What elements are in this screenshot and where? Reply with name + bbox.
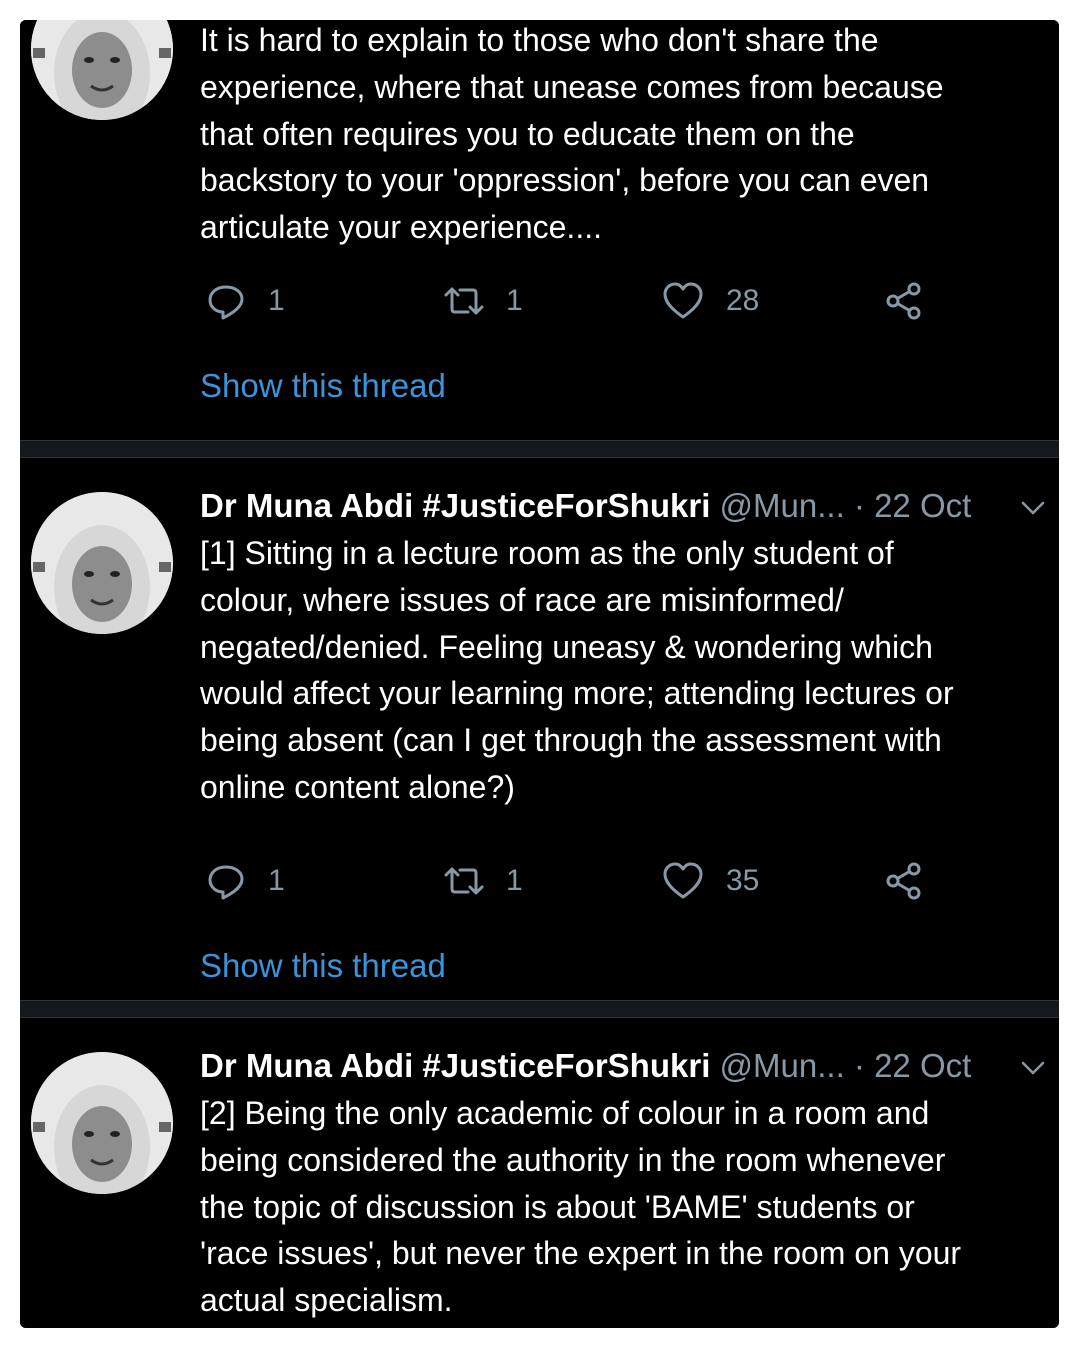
timeline xyxy=(20,20,1059,1328)
tweet-text: [1] Sitting in a lecture room as the only student of colour, where issues of race are misinformed/ negated/denied. Feeling uneasy & wondering which would affect your learning more; attending lectures or being absent (can I get through the assessment with online content alone?) xyxy=(200,535,954,805)
tweet-separator xyxy=(20,1000,1059,1018)
retweet-button[interactable] xyxy=(442,276,523,326)
tweet-2[interactable] xyxy=(20,1018,1059,1328)
tweet-text: [2] Being the only academic of colour in a room and being considered the authority in the room whenever the topic of discussion is about 'BAME' students or 'race issues', but never the expert in the room on your actual specialism. xyxy=(200,1095,962,1319)
avatar[interactable] xyxy=(31,1052,173,1194)
share-icon xyxy=(884,281,924,321)
avatar[interactable] xyxy=(31,20,173,120)
reply-count: 1 xyxy=(268,864,285,897)
share-icon xyxy=(884,861,924,901)
chevron-down-icon[interactable] xyxy=(1017,1052,1049,1084)
show-thread-link[interactable]: Show this thread xyxy=(200,947,446,984)
tweet-text: It is hard to explain to those who don't share the experience, where that unease comes from because that often requires you to educate them on the backstory to your 'oppression', before you can even articulate your experience.... xyxy=(200,22,944,246)
tweet-header xyxy=(200,486,1050,526)
retweet-count: 1 xyxy=(506,284,523,317)
tweet-separator xyxy=(20,440,1059,458)
author-name[interactable]: Dr Muna Abdi #JusticeForShukri xyxy=(200,1047,711,1084)
tweet-0[interactable] xyxy=(20,20,1059,440)
share-button[interactable] xyxy=(884,856,924,906)
like-count: 28 xyxy=(726,284,760,317)
header-dot: · xyxy=(853,1047,865,1084)
heart-icon xyxy=(662,861,704,901)
tweet-actions xyxy=(200,856,940,906)
tweet-actions xyxy=(200,276,940,326)
author-handle[interactable]: @Mun... xyxy=(719,487,845,524)
reply-icon xyxy=(206,861,246,901)
author-handle[interactable]: @Mun... xyxy=(719,1047,845,1084)
like-count: 35 xyxy=(726,864,760,897)
like-button[interactable] xyxy=(662,856,759,906)
reply-count: 1 xyxy=(268,284,285,317)
show-thread-link[interactable]: Show this thread xyxy=(200,367,446,404)
reply-icon xyxy=(206,281,246,321)
tweet-date[interactable]: 22 Oct xyxy=(874,1047,972,1084)
author-name[interactable]: Dr Muna Abdi #JusticeForShukri xyxy=(200,487,711,524)
like-button[interactable] xyxy=(662,276,759,326)
tweet-date[interactable]: 22 Oct xyxy=(874,487,972,524)
retweet-button[interactable] xyxy=(442,856,523,906)
tweet-header xyxy=(200,1046,1050,1086)
retweet-icon xyxy=(442,861,486,901)
reply-button[interactable] xyxy=(206,856,285,906)
header-dot: · xyxy=(853,487,865,524)
retweet-icon xyxy=(442,281,486,321)
chevron-down-icon[interactable] xyxy=(1017,492,1049,524)
retweet-count: 1 xyxy=(506,864,523,897)
share-button[interactable] xyxy=(884,276,924,326)
reply-button[interactable] xyxy=(206,276,285,326)
heart-icon xyxy=(662,281,704,321)
avatar[interactable] xyxy=(31,492,173,634)
tweet-1[interactable] xyxy=(20,458,1059,1000)
